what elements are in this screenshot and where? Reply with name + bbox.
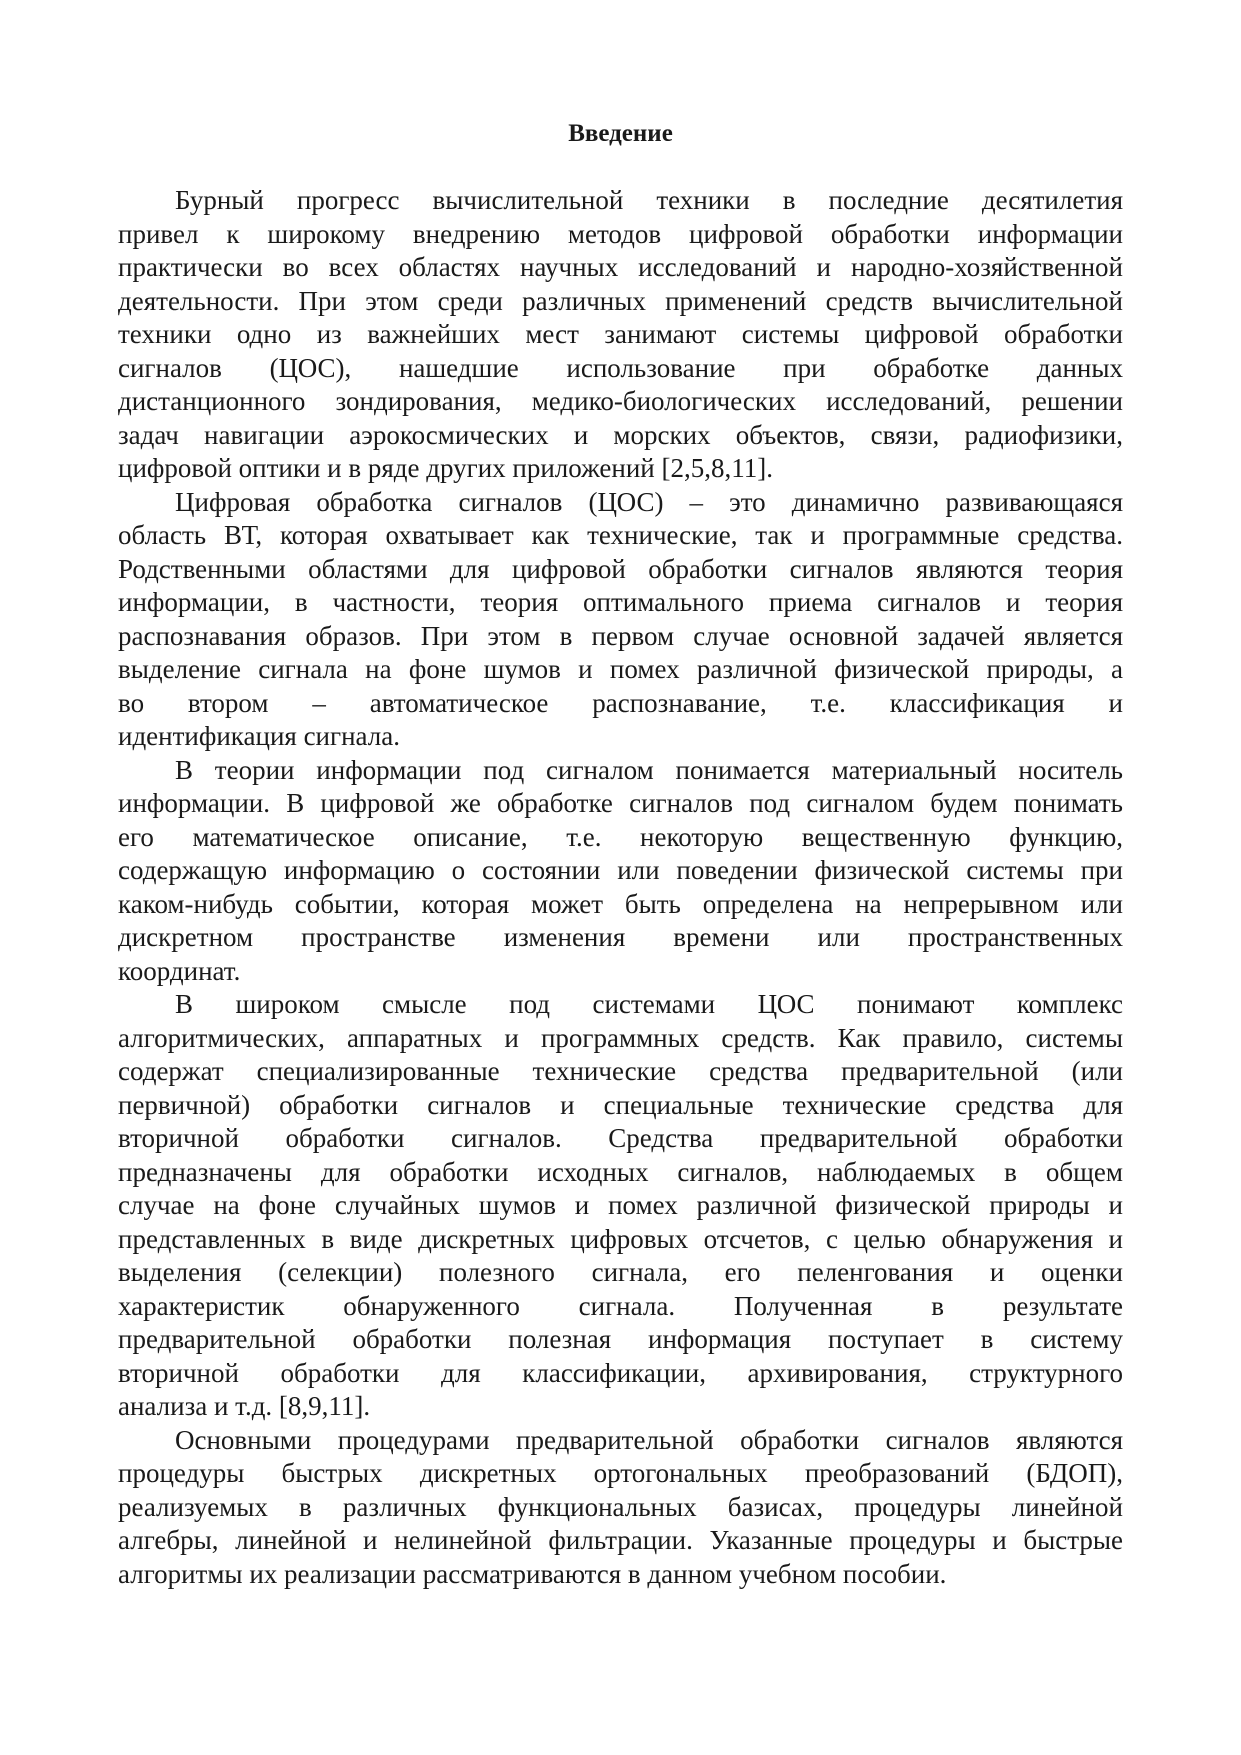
text-line: область ВТ, которая охватывает как технические, так и программные средства. [118,520,1123,550]
text-line: привел к широкому внедрению методов цифровой обработки информации [118,218,1123,249]
text-line: вторичной обработки сигналов. Средства предварительной обработки [118,1123,1123,1153]
paragraph [118,1424,1123,1592]
text-line: предназначены для обработки исходных сигналов, наблюдаемых в общем [118,1156,1123,1187]
text-line: каком-нибудь событии, которая может быть определена на непрерывном или [118,888,1123,919]
text-line: алгебры, линейной и нелинейной фильтрации. Указанные процедуры и быстрые [118,1525,1123,1555]
text-line: содержащую информацию о состоянии или поведении физической системы при [118,855,1123,885]
text-line: содержат специализированные технические средства предварительной (или [118,1056,1123,1086]
text-line: дистанционного зондирования, медико-биологических исследований, решении [118,386,1123,416]
document-body [118,184,1123,1591]
text-line: реализуемых в различных функциональных базисах, процедуры линейной [118,1491,1123,1522]
text-line: информации. В цифровой же обработке сигналов под сигналом будем понимать [118,788,1123,818]
paragraph [118,184,1123,486]
text-line: во втором – автоматическое распознавание, т.е. классификация и [118,687,1123,718]
text-line: представленных в виде дискретных цифровых отсчетов, с целью обнаружения и [118,1223,1123,1254]
text-line: техники одно из важнейших мест занимают системы цифровой обработки [118,319,1123,349]
text-line: процедуры быстрых дискретных ортогональных преобразований (БДОП), [118,1458,1123,1488]
text-line: Основными процедурами предварительной обработки сигналов являются [175,1424,1123,1455]
text-line: цифровой оптики и в ряде других приложений [2,5,8,11]. [118,453,773,483]
text-line: выделения (селекции) полезного сигнала, его пеленгования и оценки [118,1257,1123,1287]
text-line: характеристик обнаруженного сигнала. Полученная в результате [118,1290,1123,1321]
text-line: вторичной обработки для классификации, архивирования, структурного [118,1357,1123,1388]
paragraph [118,754,1123,989]
text-line: В теории информации под сигналом понимается материальный носитель [175,754,1123,785]
text-line: практически во всех областях научных исследований и народно-хозяйственной [118,252,1123,282]
text-line: задач навигации аэрокосмических и морских объектов, связи, радиофизики, [118,419,1123,450]
text-line: деятельности. При этом среди различных применений средств вычислительной [118,285,1123,316]
text-line: Родственными областями для цифровой обработки сигналов являются теория [118,553,1123,584]
page-title: Введение [568,120,673,147]
text-line: предварительной обработки полезная информация поступает в систему [118,1324,1123,1354]
text-line: анализа и т.д. [8,9,11]. [118,1391,371,1421]
text-line: В широком смысле под системами ЦОС понимают комплекс [175,989,1123,1019]
text-line: Цифровая обработка сигналов (ЦОС) – это динамично развивающаяся [175,486,1123,517]
text-line: выделение сигнала на фоне шумов и помех различной физической природы, а [118,654,1123,684]
text-line: сигналов (ЦОС), нашедшие использование при обработке данных [118,352,1123,383]
text-line: информации, в частности, теория оптимального приема сигналов и теория [118,587,1123,617]
text-line: алгоритмических, аппаратных и программных средств. Как правило, системы [118,1022,1123,1053]
paragraph [118,486,1123,754]
paragraph [118,988,1123,1424]
text-line: идентификация сигнала. [118,721,400,751]
text-line: алгоритмы их реализации рассматриваются в данном учебном пособии. [118,1558,947,1589]
text-line: распознавания образов. При этом в первом случае основной задачей является [118,620,1123,651]
text-line: первичной) обработки сигналов и специальные технические средства для [118,1089,1123,1120]
text-line: Бурный прогресс вычислительной техники в последние десятилетия [175,185,1123,215]
text-line: дискретном пространстве изменения времени или пространственных [118,922,1123,952]
text-line: случае на фоне случайных шумов и помех различной физической природы и [118,1190,1123,1220]
text-line: его математическое описание, т.е. некоторую вещественную функцию, [118,821,1123,852]
text-line: координат. [118,955,241,986]
